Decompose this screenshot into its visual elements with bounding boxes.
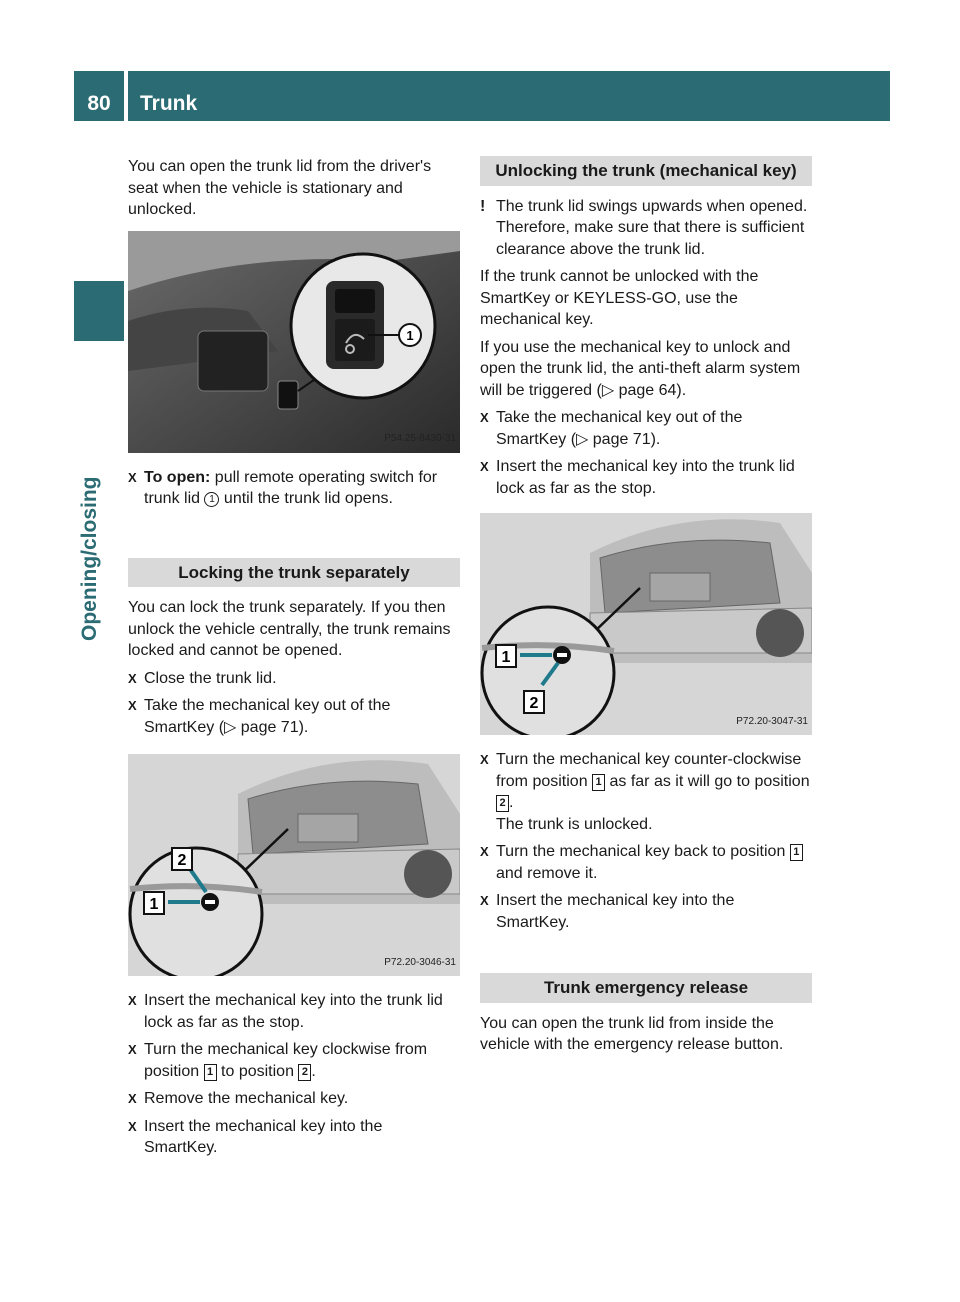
lock-step-1 xyxy=(128,668,460,690)
step-marker: X xyxy=(128,670,137,686)
right-step-3-text-c: . xyxy=(509,794,514,811)
callout-marker: 1 xyxy=(204,492,219,507)
step-marker: X xyxy=(480,893,489,908)
header-divider xyxy=(124,71,128,121)
page-number: 80 xyxy=(87,92,111,115)
left-step-4-text-b: to position xyxy=(216,1062,299,1080)
warning-icon: ! xyxy=(480,197,486,215)
left-step-3 xyxy=(128,990,460,1033)
trunk-lock-figure-1 xyxy=(128,754,460,976)
trunk-lock-illustration-2 xyxy=(480,513,812,735)
right-step-1-text: Take the mechanical key out of the SmartKey (▷ page 71). xyxy=(496,409,743,448)
warning-note xyxy=(480,196,812,261)
position-1-marker: 1 xyxy=(204,1064,217,1081)
open-step-text-b: until the trunk lid opens. xyxy=(219,490,393,507)
lock-step-1-text: Close the trunk lid. xyxy=(144,669,277,687)
left-step-6 xyxy=(128,1116,460,1159)
open-step xyxy=(128,467,460,510)
right-step-4-text-b: and remove it. xyxy=(496,864,598,882)
position-1-marker: 1 xyxy=(592,774,605,791)
right-column xyxy=(480,156,812,1062)
step-marker: X xyxy=(128,469,137,485)
position-2-label: 2 xyxy=(177,852,187,869)
right-step-3 xyxy=(480,749,812,835)
locking-text: You can lock the trunk separately. If you then unlock the vehicle centrally, the trunk remains locked and cannot be opened. xyxy=(128,599,451,659)
right-paragraph-1: If the trunk cannot be unlocked with the SmartKey or KEYLESS-GO, use the mechanical key. xyxy=(480,268,759,328)
step-marker: X xyxy=(128,1118,137,1134)
open-step-lead: To open: xyxy=(144,468,211,486)
step-marker: X xyxy=(480,459,489,474)
right-step-2 xyxy=(480,456,812,499)
right-step-5 xyxy=(480,890,812,933)
step-marker: X xyxy=(480,752,489,767)
door-switch-figure xyxy=(128,231,460,453)
position-1-label: 1 xyxy=(501,649,511,666)
figure-code: P72.20-3047-31 xyxy=(736,715,808,727)
step-marker: X xyxy=(480,844,489,859)
right-step-3-text-b: as far as it will go to position xyxy=(605,772,810,790)
position-2-marker: 2 xyxy=(496,795,509,812)
unlocking-heading: Unlocking the trunk (mechanical key) xyxy=(480,156,812,186)
switch-callout-label: 1 xyxy=(406,327,414,343)
right-paragraph-2: If you use the mechanical key to unlock and open the trunk lid, the anti-theft alarm system will be triggered (▷ page 64). xyxy=(480,338,801,399)
position-2-label: 2 xyxy=(529,695,539,712)
right-step-3-result: The trunk is unlocked. xyxy=(496,815,653,833)
emergency-heading: Trunk emergency release xyxy=(480,973,812,1003)
right-step-2-text: Insert the mechanical key into the trunk lid lock as far as the stop. xyxy=(496,458,795,497)
right-step-3-text-a: Turn the mechanical key counter-clockwise from position xyxy=(496,751,802,790)
step-marker: X xyxy=(128,1091,137,1106)
emergency-text: You can open the trunk lid from inside the vehicle with the emergency release button. xyxy=(480,1014,784,1053)
door-switch-illustration xyxy=(128,231,460,453)
left-step-4 xyxy=(128,1039,460,1082)
position-1-label: 1 xyxy=(149,896,159,913)
left-step-4-text-a: Turn the mechanical key clockwise from position xyxy=(144,1041,428,1080)
left-step-4-text-c: . xyxy=(311,1062,316,1080)
lock-step-2 xyxy=(128,695,460,738)
trunk-lock-figure-2 xyxy=(480,513,812,735)
position-2-marker: 2 xyxy=(298,1064,311,1081)
right-step-1 xyxy=(480,407,812,450)
position-1-marker: 1 xyxy=(790,844,803,861)
figure-code: P72.20-3046-31 xyxy=(384,956,456,968)
lock-step-2-text: Take the mechanical key out of the SmartKey (▷ page 71). xyxy=(144,697,391,736)
step-marker: X xyxy=(480,410,489,425)
right-step-4 xyxy=(480,841,812,884)
locking-heading: Locking the trunk separately xyxy=(128,558,460,588)
step-marker: X xyxy=(128,993,137,1008)
left-column xyxy=(128,156,460,1165)
step-marker: X xyxy=(128,1042,137,1057)
figure-code: P54.25-8430-31 xyxy=(384,433,456,444)
right-step-4-text-a: Turn the mechanical key back to position xyxy=(496,843,790,860)
side-tab xyxy=(74,121,124,1221)
section-title: Trunk xyxy=(140,92,198,115)
intro-text: You can open the trunk lid from the driver's seat when the vehicle is stationary and unlocked. xyxy=(128,158,432,218)
left-step-5-text: Remove the mechanical key. xyxy=(144,1090,349,1107)
right-step-5-text: Insert the mechanical key into the SmartKey. xyxy=(496,892,735,931)
open-step-text-a: pull remote operating switch for trunk lid xyxy=(144,468,438,507)
trunk-lock-illustration-1 xyxy=(128,754,460,976)
left-step-6-text: Insert the mechanical key into the SmartKey. xyxy=(144,1117,383,1156)
warning-text: The trunk lid swings upwards when opened. Therefore, make sure that there is sufficient clearance above the trunk lid. xyxy=(496,197,808,258)
left-step-3-text: Insert the mechanical key into the trunk lid lock as far as the stop. xyxy=(144,992,443,1031)
left-step-5 xyxy=(128,1088,460,1110)
step-marker: X xyxy=(128,698,137,713)
side-tab-label: Opening/closing xyxy=(78,476,101,641)
